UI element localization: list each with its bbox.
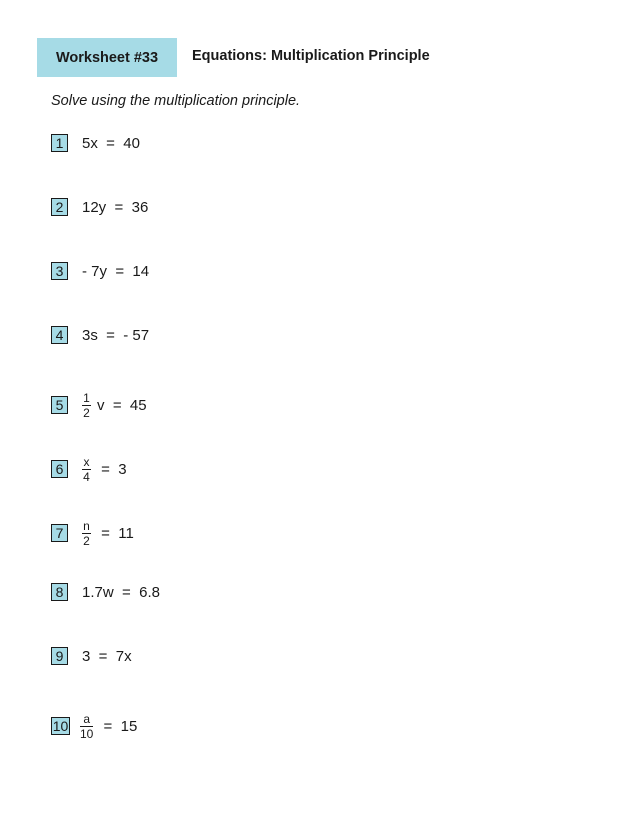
problem-2 bbox=[51, 196, 148, 218]
fraction-numerator: 1 bbox=[83, 390, 90, 405]
problem-5 bbox=[51, 388, 147, 422]
equation: 3s = - 57 bbox=[82, 326, 150, 344]
equation: 5x = 40 bbox=[82, 134, 140, 152]
equation: - 7y = 14 bbox=[82, 262, 150, 280]
problem-number: 9 bbox=[51, 647, 68, 665]
problem-number: 1 bbox=[51, 134, 68, 152]
fraction-denominator: 4 bbox=[83, 469, 90, 484]
equation: = 3 bbox=[97, 460, 127, 478]
fraction-denominator: 2 bbox=[83, 405, 90, 420]
fraction bbox=[80, 713, 93, 740]
worksheet-number-tag bbox=[37, 38, 177, 77]
fraction-denominator: 10 bbox=[80, 726, 94, 741]
problem-3 bbox=[51, 260, 149, 282]
fraction-numerator: x bbox=[83, 454, 90, 469]
problem-4 bbox=[51, 324, 149, 346]
problem-number: 6 bbox=[51, 460, 68, 478]
problem-1 bbox=[51, 132, 140, 154]
problem-8 bbox=[51, 581, 160, 603]
equation: 1.7w = 6.8 bbox=[82, 583, 160, 601]
problem-6 bbox=[51, 452, 127, 486]
problem-number: 10 bbox=[52, 718, 69, 734]
problem-number: 3 bbox=[51, 262, 68, 280]
problem-7 bbox=[51, 516, 134, 550]
equation: = 15 bbox=[99, 717, 138, 735]
problem-10 bbox=[51, 709, 137, 743]
problem-number: 8 bbox=[51, 583, 68, 601]
instructions: Solve using the multiplication principle. bbox=[51, 93, 301, 109]
equation: = 11 bbox=[97, 524, 134, 542]
fraction-denominator: 2 bbox=[83, 533, 90, 548]
worksheet-title: Equations: Multiplication Principle bbox=[192, 48, 430, 64]
problem-number: 7 bbox=[51, 524, 68, 542]
fraction bbox=[82, 456, 91, 483]
fraction-numerator: n bbox=[83, 518, 90, 533]
problem-9 bbox=[51, 645, 132, 667]
problem-number: 5 bbox=[51, 396, 68, 414]
fraction-numerator: a bbox=[83, 711, 91, 726]
fraction bbox=[82, 392, 91, 419]
equation: 3 = 7x bbox=[82, 647, 132, 665]
equation: 12y = 36 bbox=[82, 198, 149, 216]
fraction bbox=[82, 520, 91, 547]
problem-number: 4 bbox=[51, 326, 68, 344]
worksheet-number: Worksheet #33 bbox=[55, 49, 159, 66]
equation: v = 45 bbox=[97, 396, 147, 414]
problem-number: 2 bbox=[51, 198, 68, 216]
